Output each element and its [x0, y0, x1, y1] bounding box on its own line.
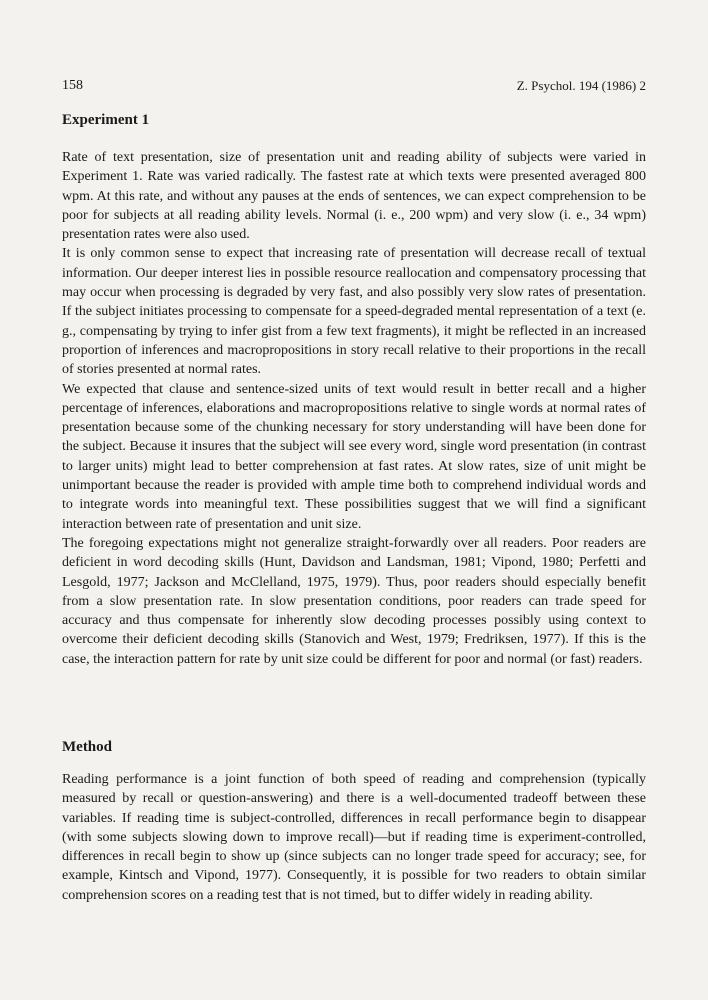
paragraph: The foregoing expectations might not generalize straight-forwardly over all readers. Poor readers are deficient in word decoding skills (Hunt, Davidson and Landsman, 1981; Vipond, 1980; Perfetti and Lesgold, 1977; Jackson and McClelland, 1975, 1979). Thus, poor readers should especially benefit from a slow presentation rate. In slow presentation conditions, poor readers can trade speed for accuracy and thus compensate for inherently slow decoding processes possibly using context to overcome their deficient decoding skills (Stanovich and West, 1979; Fredriksen, 1977). If this is the case, the interaction pattern for rate by unit size could be different for poor and normal (or fast) readers. — [62, 535, 646, 667]
paragraph: It is only common sense to expect that increasing rate of presentation will decrease recall of textual information. Our deeper interest lies in possible resource reallocation and compensatory processing that may occur when processing is degraded by very fast, and also possibly very slow rates of presentation. If the subject initiates processing to compensate for a speed-degraded mental representation of a text (e. g., compensating by trying to infer gist from a few text fragments), it might be reflected in an increased proportion of inferences and macropropositions in story recall relative to their proportions in the recall of stories presented at normal rates. — [62, 246, 646, 378]
journal-reference: Z. Psychol. 194 (1986) 2 — [516, 78, 646, 93]
experiment-1-body — [62, 148, 646, 669]
paragraph: Reading performance is a joint function of both speed of reading and comprehension (typically measured by recall or question-answering) and there is a well-documented tradeoff between these variables. If reading time is subject-controlled, differences in recall performance begin to disappear (with some subjects slowing down to improve recall)—but if reading time is experiment-controlled, differences in recall begin to show up (since subjects can no longer trade speed for accuracy; see, for example, Kintsch and Vipond, 1977). Consequently, it is possible for two readers to obtain similar comprehension scores on a reading test that is not timed, but to differ widely in reading ability. — [62, 772, 646, 903]
page-number: 158 — [62, 78, 83, 93]
section-heading-experiment-1: Experiment 1 — [62, 112, 150, 128]
running-header — [62, 76, 646, 96]
paragraph: Rate of text presentation, size of presentation unit and reading ability of subjects were varied in Experiment 1. Rate was varied radically. The fastest rate at which texts were presented averaged 800 wpm. At this rate, and without any pauses at the ends of sentences, we can expect comprehension to be poor for subjects at all reading ability levels. Normal (i. e., 200 wpm) and very slow (i. e., 34 wpm) presentation rates were also used. — [62, 150, 646, 243]
paragraph: We expected that clause and sentence-sized units of text would result in better recall and a higher percentage of inferences, elaborations and macropropositions relative to single words at normal rates of presentation because some of the chunking necessary for story understanding will have been done for the subject. Because it insures that the subject will see every word, single word presentation (in contrast to larger units) might lead to better comprehension at fast rates. At slow rates, size of unit might be unimportant because the reader is provided with ample time both to comprehend individual words and to integrate words into meaningful text. These possibilities suggest that we will find a significant interaction between rate of presentation and unit size. — [62, 381, 646, 532]
section-heading-method: Method — [62, 739, 112, 755]
method-body — [62, 770, 646, 905]
